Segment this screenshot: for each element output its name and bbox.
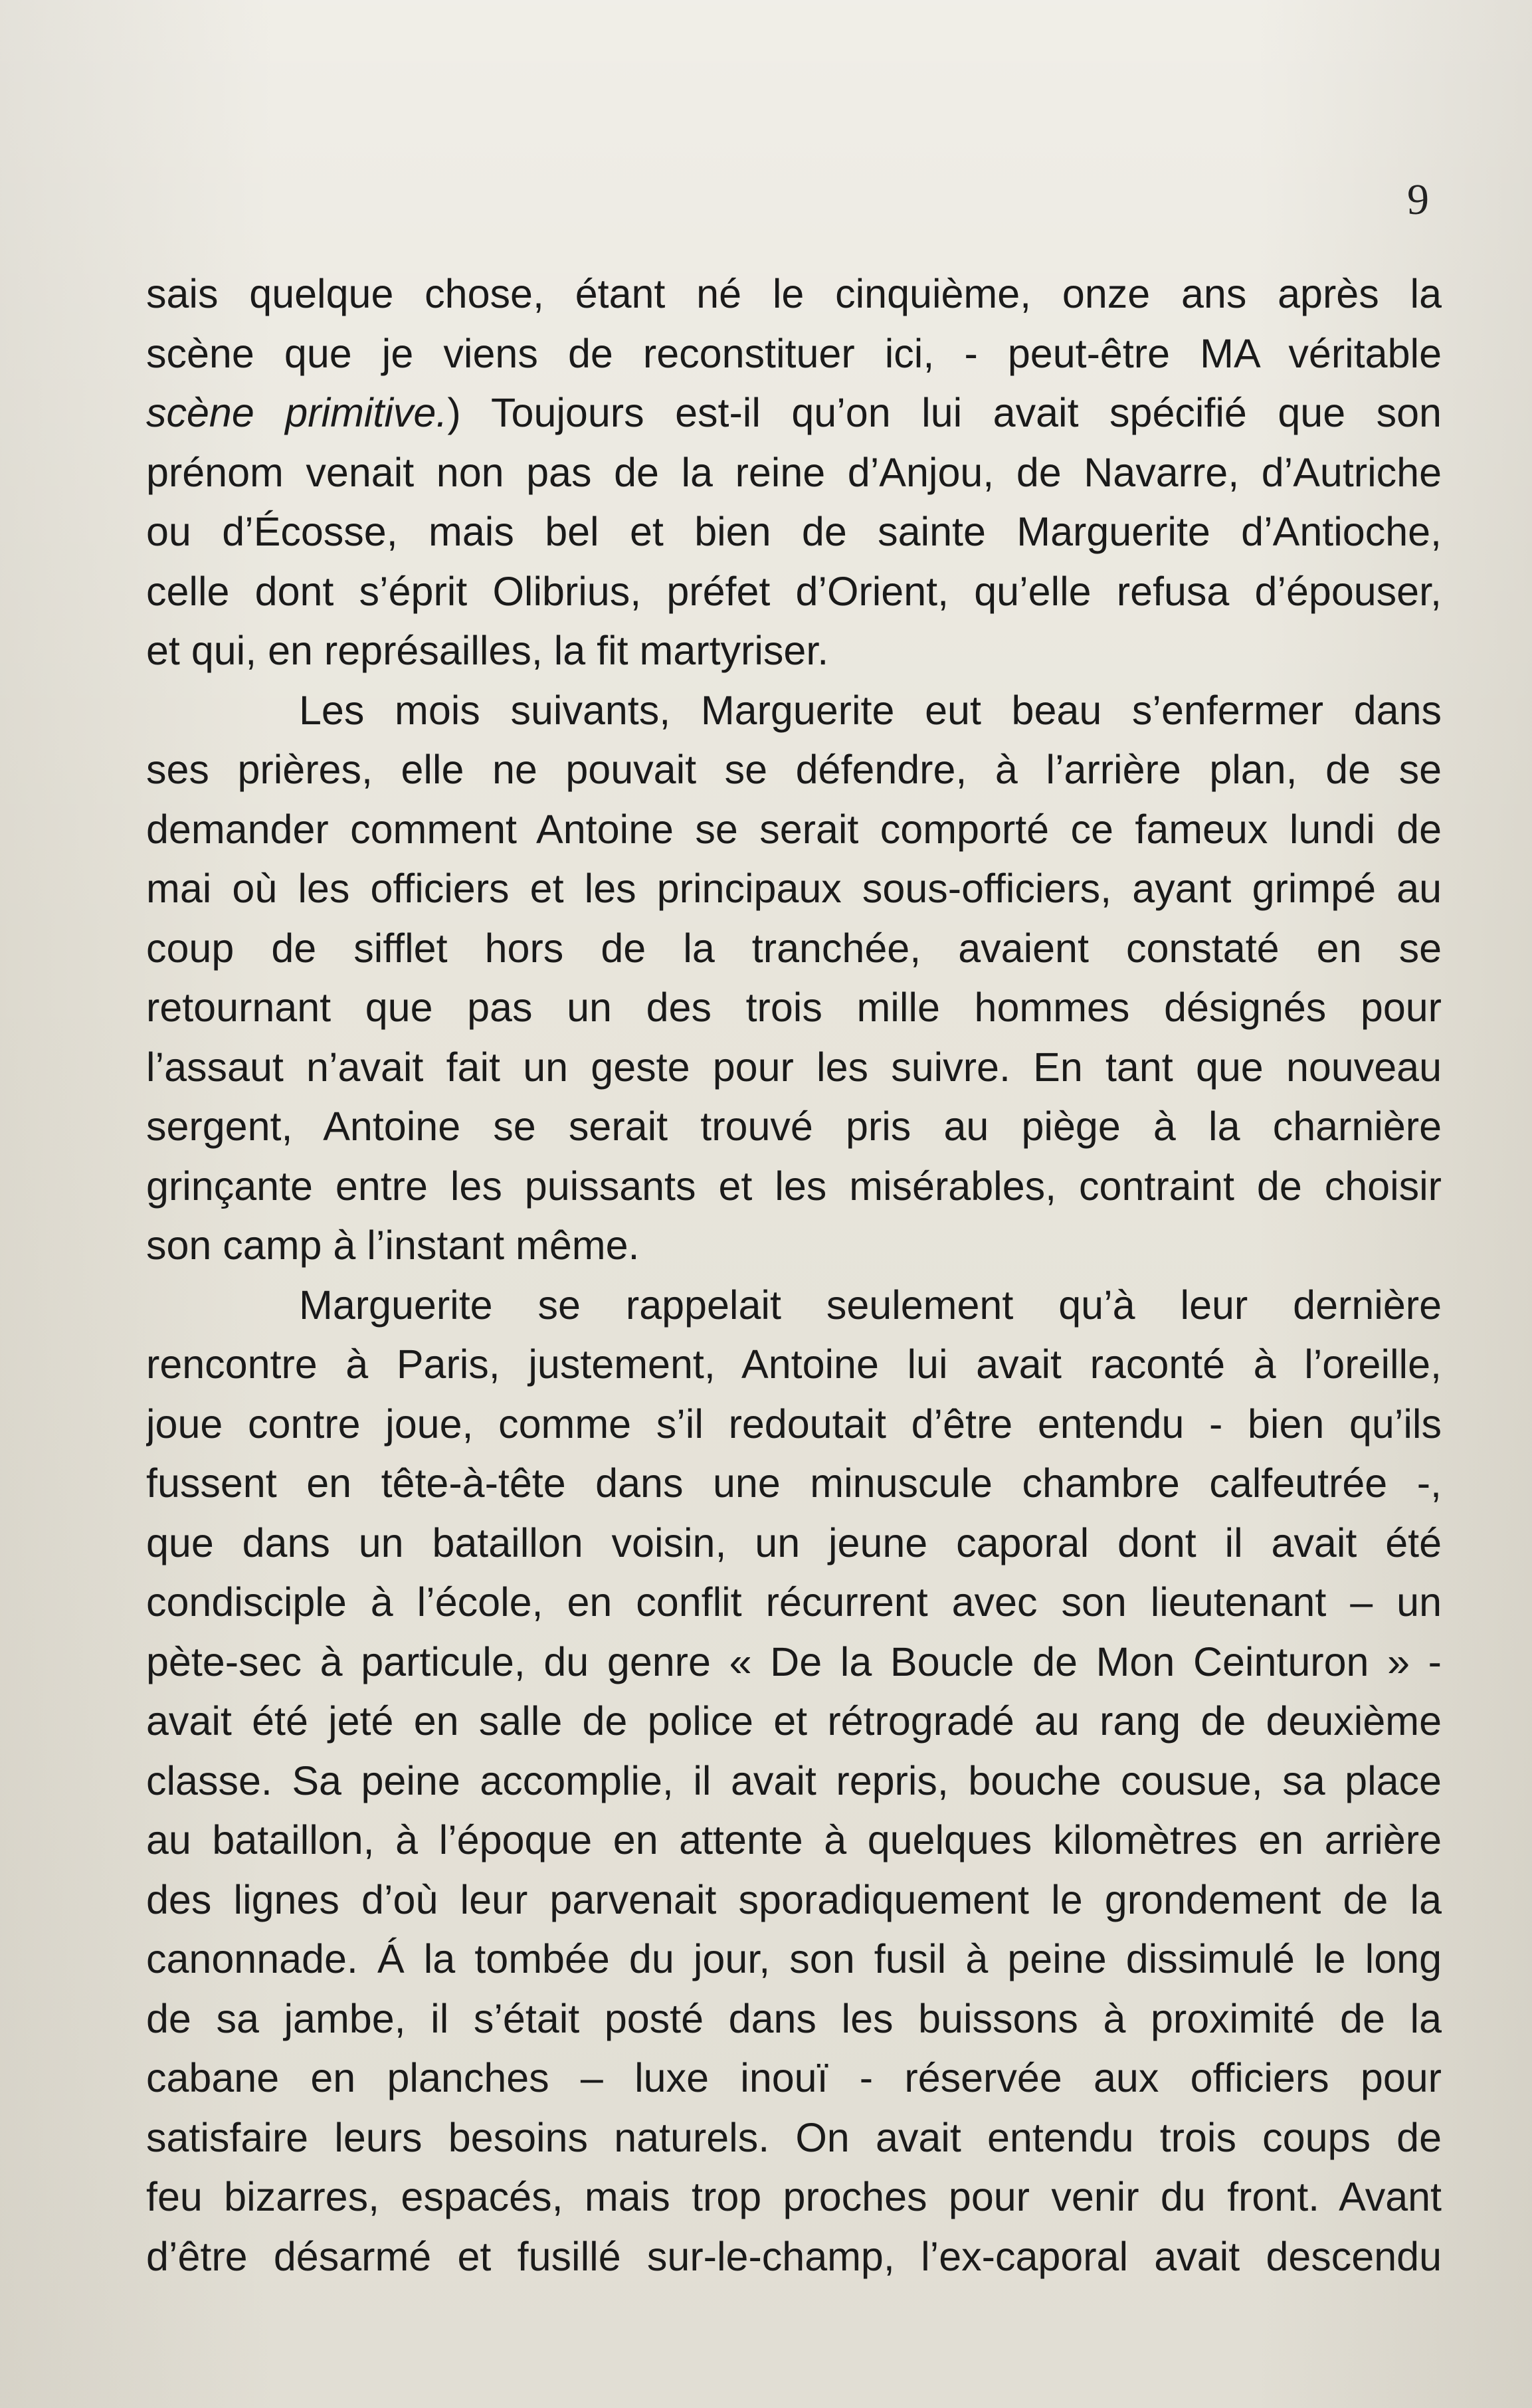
paragraph-end-line: son camp à l’instant même.: [146, 1223, 640, 1268]
text-line: condisciple à l’école, en conflit récurrent avec son lieutenant – un: [146, 1579, 1442, 1625]
text-line: joue contre joue, comme s’il redoutait d’être entendu - bien qu’ils: [146, 1401, 1442, 1447]
text-line-rest: ) Toujours est-il qu’on lui avait spécifié que son: [447, 390, 1442, 435]
text-line: celle dont s’éprit Olibrius, préfet d’Orient, qu’elle refusa d’épouser,: [146, 568, 1442, 614]
text-line: ou d’Écosse, mais bel et bien de sainte Marguerite d’Antioche,: [146, 509, 1442, 554]
text-line: sais quelque chose, étant né le cinquième, onze ans après la: [146, 271, 1442, 316]
text-line: canonnade. Á la tombée du jour, son fusil à peine dissimulé le long: [146, 1936, 1442, 1981]
text-line: avait été jeté en salle de police et rétrogradé au rang de deuxième: [146, 1698, 1442, 1744]
text-line: d’être désarmé et fusillé sur-le-champ, l’ex-caporal avait descendu: [146, 2233, 1442, 2279]
text-line: fussent en tête-à-tête dans une minuscule chambre calfeutrée -,: [146, 1460, 1442, 1506]
text-line: retournant que pas un des trois mille hommes désignés pour: [146, 985, 1442, 1030]
page-number: 9: [1407, 175, 1429, 224]
text-line: des lignes d’où leur parvenait sporadiquement le grondement de la: [146, 1876, 1442, 1922]
paragraph-start-line: Marguerite se rappelait seulement qu’à leur dernière: [299, 1282, 1442, 1328]
text-line: ses prières, elle ne pouvait se défendre, à l’arrière plan, de se: [146, 747, 1442, 792]
text-line: [146, 383, 1442, 443]
text-line: feu bizarres, espacés, mais trop proches pour venir du front. Avant: [146, 2174, 1442, 2219]
paragraph-start-line: Les mois suivants, Marguerite eut beau s’enfermer dans: [299, 687, 1442, 733]
paragraph-end-line: et qui, en représailles, la fit martyriser.: [146, 628, 829, 673]
text-line: demander comment Antoine se serait comporté ce fameux lundi de: [146, 806, 1442, 852]
text-line: cabane en planches – luxe inouï - réservée aux officiers pour: [146, 2055, 1442, 2100]
text-line: mai où les officiers et les principaux sous-officiers, ayant grimpé au: [146, 866, 1442, 911]
text-line: l’assaut n’avait fait un geste pour les suivre. En tant que nouveau: [146, 1044, 1442, 1090]
text-line: satisfaire leurs besoins naturels. On avait entendu trois coups de: [146, 2114, 1442, 2160]
text-line: sergent, Antoine se serait trouvé pris au piège à la charnière: [146, 1104, 1442, 1149]
text-line: prénom venait non pas de la reine d’Anjou, de Navarre, d’Autriche: [146, 449, 1442, 495]
text-line: que dans un bataillon voisin, un jeune caporal dont il avait été: [146, 1520, 1442, 1565]
body-text: [146, 264, 1442, 2286]
text-line: coup de sifflet hors de la tranchée, avaient constaté en se: [146, 925, 1442, 971]
italic-term: scène primitive.: [146, 390, 448, 435]
text-line: grinçante entre les puissants et les misérables, contraint de choisir: [146, 1163, 1442, 1209]
text-line: classe. Sa peine accomplie, il avait repris, bouche cousue, sa place: [146, 1757, 1442, 1803]
text-line: au bataillon, à l’époque en attente à quelques kilomètres en arrière: [146, 1817, 1442, 1862]
text-line: scène que je viens de reconstituer ici, - peut-être MA véritable: [146, 330, 1442, 376]
text-line: pète-sec à particule, du genre « De la Boucle de Mon Ceinturon » -: [146, 1639, 1442, 1684]
text-line: rencontre à Paris, justement, Antoine lui avait raconté à l’oreille,: [146, 1342, 1442, 1387]
text-line: de sa jambe, il s’était posté dans les buissons à proximité de la: [146, 1995, 1442, 2041]
